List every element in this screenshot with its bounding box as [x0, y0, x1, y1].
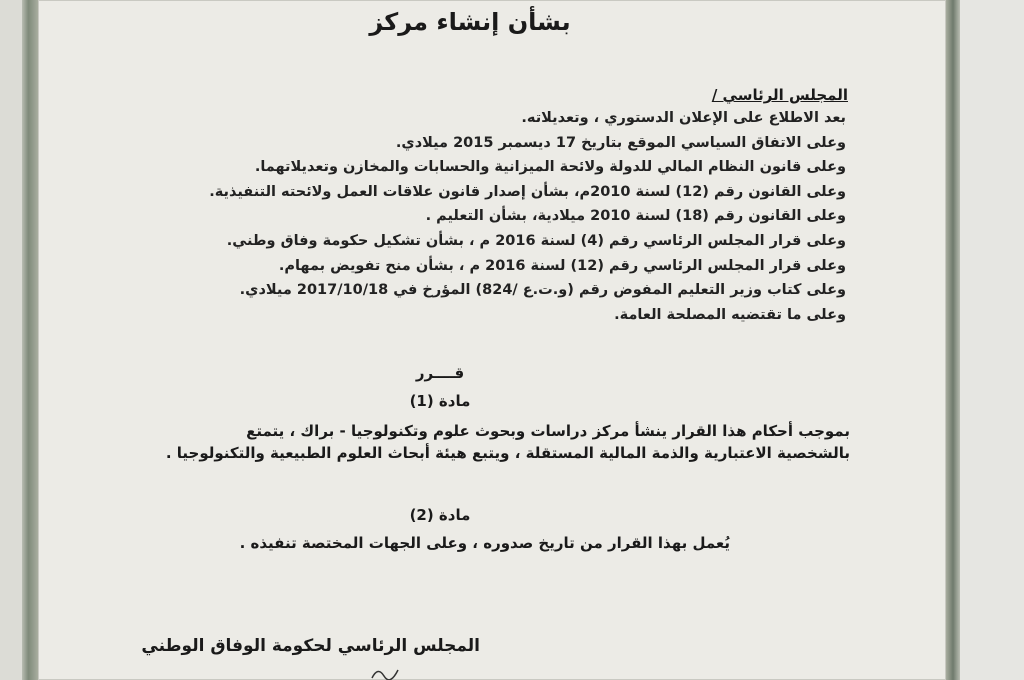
left-page-border	[22, 0, 38, 680]
decree-label: قــــرر	[415, 364, 465, 382]
preamble-item: وعلى القانون رقم (12) لسنة 2010م، بشأن إصدار قانون علاقات العمل ولائحته التنفيذية.	[209, 183, 846, 200]
document-title: بشأن إنشاء مركز	[369, 8, 571, 36]
article-2-title: مادة (2)	[409, 506, 471, 524]
preamble-item: وعلى قرار المجلس الرئاسي رقم (4) لسنة 2016 م ، بشأن تشكيل حكومة وفاق وطني.	[226, 232, 846, 249]
signature-line: المجلس الرئاسي لحكومة الوفاق الوطني	[141, 636, 480, 656]
preamble-item: وعلى الاتفاق السياسي الموقع بتاريخ 17 ديسمبر 2015 ميلادي.	[395, 134, 846, 151]
preamble-item: وعلى قانون النظام المالي للدولة ولائحة الميزانية والحسابات والمخازن وتعديلاتهما.	[254, 159, 846, 176]
preamble-item: بعد الاطلاع على الإعلان الدستوري ، وتعديلاته.	[521, 110, 846, 126]
council-heading: المجلس الرئاسي /	[711, 86, 848, 104]
preamble-item: وعلى كتاب وزير التعليم المفوض رقم (و.ت.ع /824) المؤرخ في 2017/10/18 ميلادي.	[239, 282, 846, 299]
right-page-border	[946, 0, 960, 680]
signature-scribble-icon	[370, 664, 400, 680]
preamble-item: وعلى قرار المجلس الرئاسي رقم (12) لسنة 2016 م ، بشأن منح تفويض بمهام.	[278, 257, 846, 274]
article-1-line: بموجب أحكام هذا القرار ينشأ مركز دراسات وبحوث علوم وتكنولوجيا - براك ، يتمتع	[246, 422, 850, 440]
article-2-body: يُعمل بهذا القرار من تاريخ صدوره ، وعلى الجهات المختصة تنفيذه .	[239, 534, 730, 552]
preamble-item: وعلى ما تقتضيه المصلحة العامة.	[614, 306, 846, 323]
article-1-body	[110, 420, 850, 464]
preamble-list	[106, 106, 846, 327]
article-1-title: مادة (1)	[409, 392, 471, 410]
background-edge	[960, 0, 1024, 680]
preamble-item: وعلى القانون رقم (18) لسنة 2010 ميلادية، بشأن التعليم .	[425, 208, 846, 225]
article-1-line: بالشخصية الاعتبارية والذمة المالية المستقلة ، ويتبع هيئة أبحاث العلوم الطبيعية والتكنولوجيا .	[165, 444, 850, 462]
